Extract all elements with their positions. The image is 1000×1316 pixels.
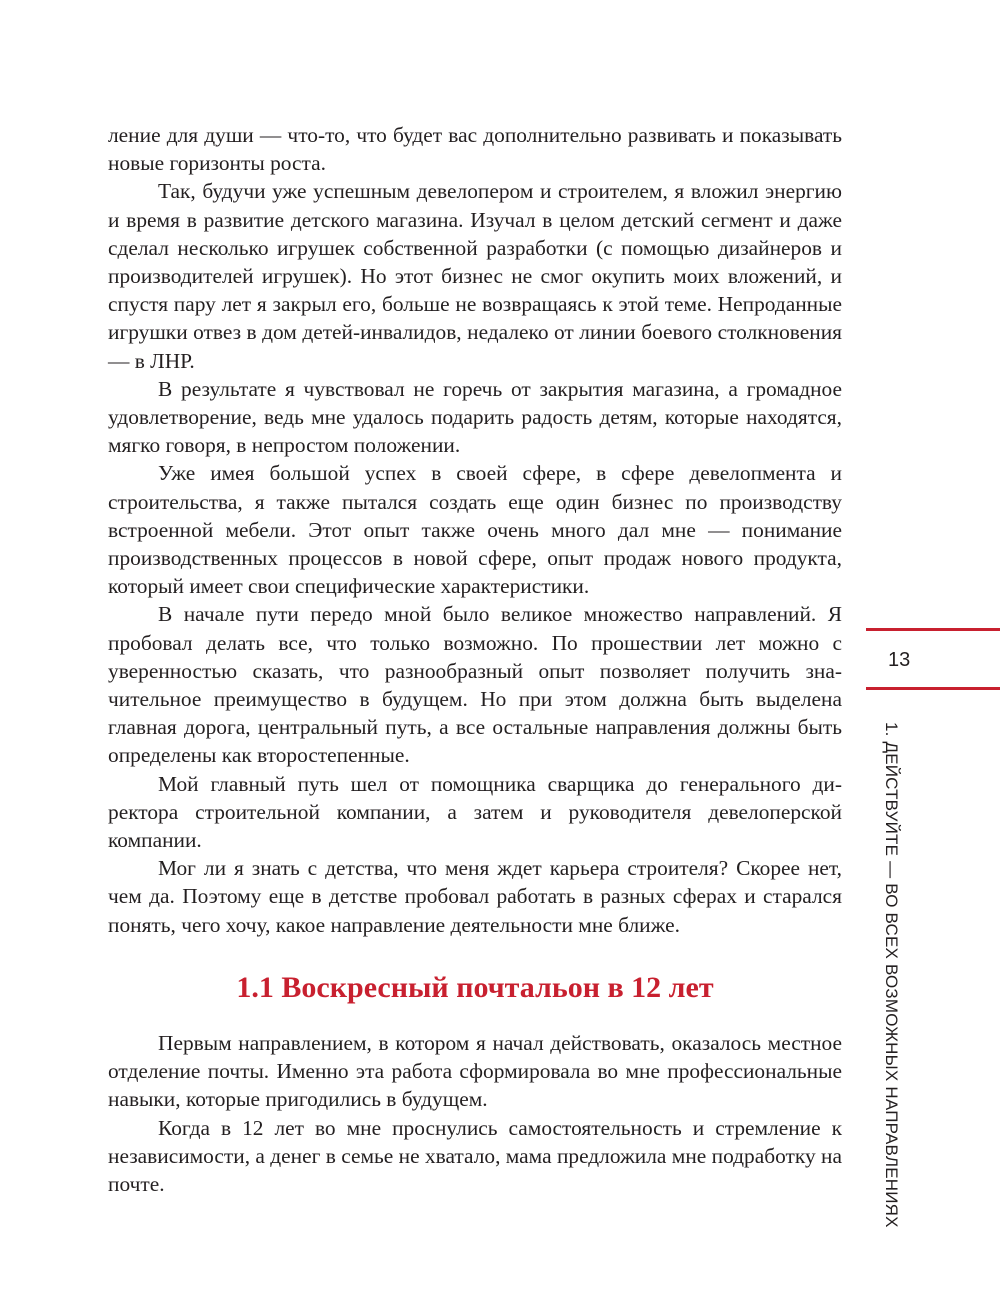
page-number-rule-bottom [866,687,1000,690]
paragraph-childhood: Мог ли я знать с детства, что меня ждет карьера строителя? Скорее нет, чем да. Поэтому еще в детстве пробовал работать в разных сферах и старался понять, чего хочу, какое направление деятельности мне ближе. [108,856,842,937]
paragraph-satisfaction: В результате я чувствовал не горечь от закрытия магазина, а громадное удовлетворение, ведь мне удалось подарить радость детям, которые находятся, мягко говоря, в непростом положении. [108,376,842,458]
paragraph-age-twelve: Когда в 12 лет во мне проснулись самостоятельность и стремление к независимости, а денег в семье не хватало, мама предложила мне подработку на почте. [108,1115,842,1196]
paragraph-many-directions: В начале пути передо мной было великое множество направлений. Я пробовал делать все, что только возможно. По прошествии лет можно с уверенностью сказать, что разнообразный опыт позволяет получить значительное преимущество в будущем. Но при этом должна быть выделена главная дорога, центральный путь, а все остальные направления должны быть определены как второстепенные. [108,602,842,768]
body-text [108,121,842,1198]
paragraph-furniture-business: Уже имея большой успех в своей сфере, в сфере девелопмента и строительства, я также пытался создать еще один бизнес по производству встроенной мебели. Этот опыт также очень много дал мне — понимание производственных процессов в новой сфере, опыт продаж нового продукта, который имеет свои специфические характеристики. [108,461,842,599]
paragraph-childrens-store: Так, будучи уже успешным девелопером и строителем, я вложил энергию и время в развитие детского магазина. Изучал в целом детский сегмент и даже сделал несколько игрушек собственной разработки (с помощью дизайнеров и производителей игрушек). Но этот бизнес не смог окупить моих вложений, и спустя пару лет я закрыл его, больше не возвращаясь к этой теме. Непроданные игрушки отвез в дом детей-инвалидов, недалеко от линии боевого столкновения — в ЛНР. [108,179,842,373]
paragraph-post-office: Первым направлением, в котором я начал действовать, оказалось местное отделение почты. Именно эта работа сформировала во мне профессиональные навыки, которые пригодились в будущем. [108,1030,842,1112]
running-head: 1. ДЕЙСТВУЙТЕ — ВО ВСЕХ ВОЗМОЖНЫХ НАПРАВЛЕНИЯХ [882,722,901,1228]
page-number-rule-top [866,628,1000,631]
section-title: 1.1 Воскресный почтальон в 12 лет [236,970,714,1004]
paragraph-main-path: Мой главный путь шел от помощника сварщика до генерального директора строительной компании, а затем и руководителя девелоперской компании. [108,771,842,853]
paragraph-continued: ление для души — что-то, что будет вас дополнительно развивать и показывать новые горизонты роста. [108,123,842,176]
page-number: 13 [888,649,911,671]
